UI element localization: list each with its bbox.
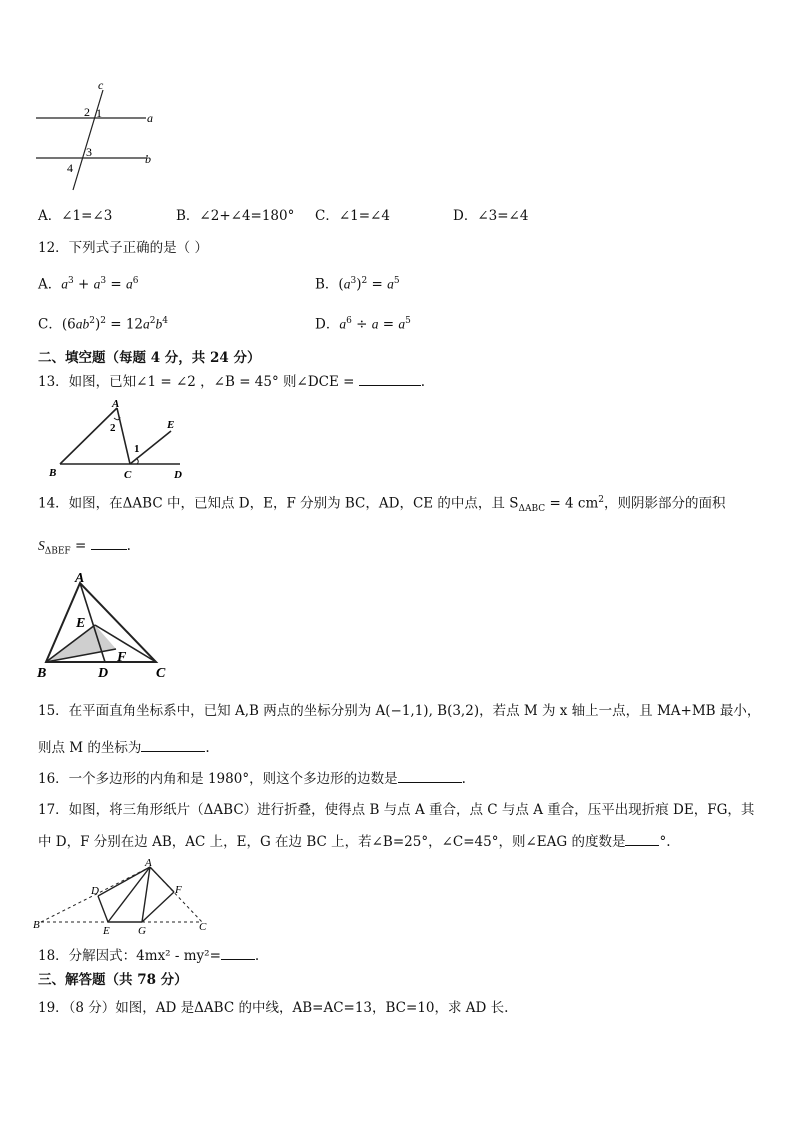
segment-fg xyxy=(142,892,174,922)
q17-line2: 中 D，F 分别在边 AB，AC 上，E，G 在边 BC 上，若∠B=25°，∠C=45°，则∠EAG 的度数是 °. xyxy=(38,834,671,850)
q12-stem: 12．下列式子正确的是（ ） xyxy=(38,240,208,256)
q13-answer-blank[interactable] xyxy=(359,384,421,386)
q11-option-c: C．∠1=∠4 xyxy=(315,208,390,224)
q17-line1: 17．如图，将三角形纸片（ΔABC）进行折叠，使得点 B 与点 A 重合，点 C 与点 A 重合，压平出现折痕 DE，FG，其 xyxy=(38,802,755,818)
q11-option-b: B．∠2+∠4=180° xyxy=(176,208,295,224)
segment-af xyxy=(150,867,174,892)
label-a: A xyxy=(145,857,152,869)
label-3: 3 xyxy=(86,145,92,159)
label-c: C xyxy=(199,921,207,933)
label-c: c xyxy=(98,78,104,92)
q14-line2: $S_{\Delta BEF}$ = . xyxy=(38,538,131,557)
label-b: B xyxy=(37,666,47,681)
label-a: A xyxy=(75,571,85,586)
label-d: D xyxy=(91,885,99,897)
section-3-title: 三、解答题（共 78 分） xyxy=(38,972,188,988)
angle-1-arc xyxy=(136,458,138,464)
q19-text: 19．（8 分）如图，AD 是ΔABC 的中线，AB=AC=13，BC=10，求 AD 长. xyxy=(38,1000,509,1016)
q16-answer-blank[interactable] xyxy=(398,781,462,783)
segment-da xyxy=(98,867,150,896)
q12-option-a: A．$a^3 + a^3 = a^6$ xyxy=(38,276,139,293)
q14-answer-blank[interactable] xyxy=(91,548,127,550)
q17-answer-blank[interactable] xyxy=(625,844,659,846)
q12-option-c: C．$(6ab^2)^2 = 12a^2b^4$ xyxy=(38,316,168,333)
label-e: E xyxy=(167,419,175,431)
q11-option-a: A．∠1=∠3 xyxy=(38,208,113,224)
q18-answer-blank[interactable] xyxy=(221,958,255,960)
label-f: F xyxy=(117,650,127,665)
segment-ac xyxy=(117,408,130,464)
label-b: b xyxy=(145,152,151,166)
section-2-title: 二、填空题（每题 4 分，共 24 分） xyxy=(38,350,261,366)
q18-text: 18．分解因式：4mx² - my²= . xyxy=(38,948,260,964)
label-d: D xyxy=(98,666,109,681)
label-2: 2 xyxy=(84,105,90,119)
label-a: A xyxy=(112,398,120,410)
q15-line2: 则点 M 的坐标为 . xyxy=(38,740,210,756)
label-d: D xyxy=(174,469,182,481)
q12-option-b: B．$(a^3)^2 = a^5$ xyxy=(315,276,400,293)
q12-option-d: D．$a^6 \div a = a^5$ xyxy=(315,316,411,333)
label-g: G xyxy=(138,925,146,937)
segment-ba xyxy=(60,408,117,464)
q16-text: 16．一个多边形的内角和是 1980°，则这个多边形的边数是 . xyxy=(38,771,466,787)
label-e: E xyxy=(103,925,110,937)
figure-q14 xyxy=(36,570,176,682)
label-f: F xyxy=(175,884,182,896)
label-1: 1 xyxy=(134,443,140,455)
label-4: 4 xyxy=(67,161,73,175)
q14-text: 14．如图，在ΔABC 中，已知点 D，E，F 分别为 BC，AD，CE 的中点，且 $S_{\Delta ABC} = 4$ $cm^2$，则阴影部分的面积 xyxy=(38,495,726,515)
label-a: a xyxy=(147,111,153,125)
figure-q17 xyxy=(32,858,212,936)
label-b: B xyxy=(49,467,57,479)
figure-q13 xyxy=(48,398,193,480)
label-1: 1 xyxy=(96,106,102,120)
segment-de xyxy=(98,896,108,922)
label-c: C xyxy=(156,666,166,681)
q15-answer-blank[interactable] xyxy=(141,750,205,752)
label-b: B xyxy=(33,919,40,931)
q15-line1: 15．在平面直角坐标系中，已知 A,B 两点的坐标分别为 A(−1,1), B(3,2)，若点 M 为 x 轴上一点，且 MA+MB 最小， xyxy=(38,703,761,719)
label-e: E xyxy=(76,616,86,631)
label-2: 2 xyxy=(110,422,116,434)
q13-text: 13．如图，已知∠1 = ∠2 ，∠B = 45° 则∠DCE = . xyxy=(38,374,426,390)
figure-q11-parallel-lines xyxy=(36,80,161,195)
q11-option-d: D．∠3=∠4 xyxy=(453,208,529,224)
label-c: C xyxy=(124,469,132,481)
